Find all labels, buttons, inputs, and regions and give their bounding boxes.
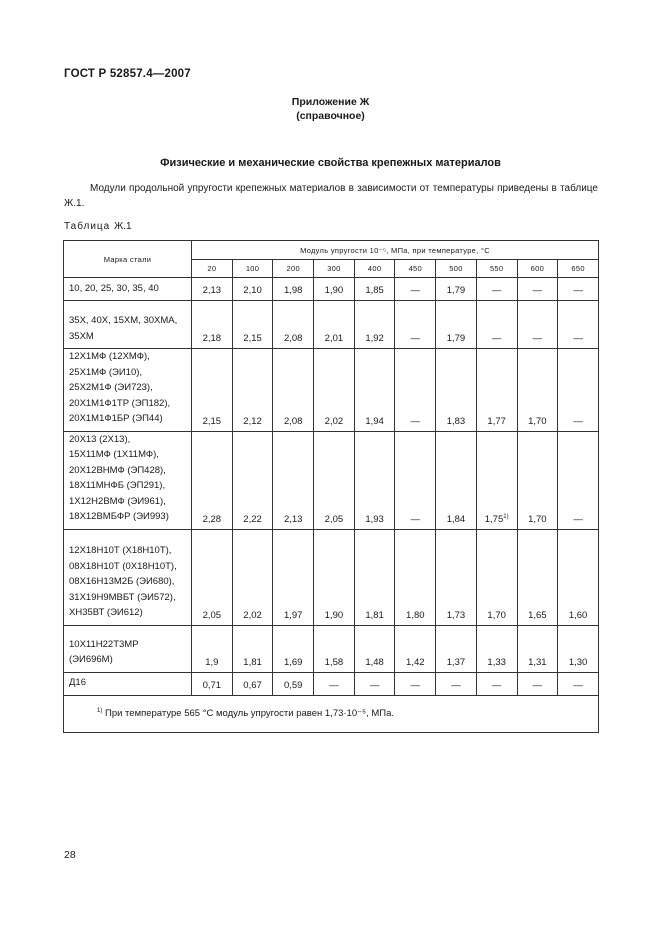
steel-grade-line: 10Х11Н22Т3МР — [69, 638, 139, 650]
modulus-value-cell — [476, 278, 517, 301]
modulus-value: — — [410, 415, 421, 427]
modulus-value: 1,69 — [283, 656, 303, 668]
modulus-value: 1,84 — [446, 513, 466, 525]
modulus-value-cell — [232, 349, 273, 432]
modulus-value: 1,30 — [568, 656, 588, 668]
modulus-value-cell — [517, 301, 558, 349]
modulus-value: 1,90 — [324, 609, 344, 621]
modulus-value: 1,70 — [528, 415, 547, 427]
steel-grade-line: 12Х18Н10Т (Х18Н10Т), — [69, 545, 172, 556]
modulus-value-cell — [436, 301, 477, 349]
modulus-value: 1,42 — [406, 656, 425, 668]
modulus-value-cell — [476, 349, 517, 432]
modulus-value-cell — [558, 278, 599, 301]
modulus-value-cell — [192, 278, 233, 301]
modulus-value: — — [410, 333, 421, 344]
modulus-value-cell — [354, 301, 395, 349]
table-row — [64, 349, 599, 432]
modulus-value-cell — [476, 672, 517, 695]
modulus-value-cell — [354, 625, 395, 672]
modulus-value: — — [532, 285, 543, 296]
intro-paragraph: Модули продольной упругости крепежных материалов в зависимости от температуры приведены в таблице Ж.1. — [64, 183, 598, 209]
temperature-header-cell: 100 — [232, 260, 273, 278]
modulus-value: — — [410, 285, 421, 296]
table-body — [64, 278, 599, 696]
section-title: Физические и механические свойства крепежных материалов — [160, 157, 501, 169]
steel-grade-line: 20Х12ВНМФ (ЭП428), — [69, 464, 166, 476]
temperature-header-cell: 550 — [476, 260, 517, 278]
temperature-header-cell: 300 — [314, 260, 355, 278]
modulus-value-cell — [354, 431, 395, 529]
modulus-value: 1,75 — [484, 513, 504, 525]
steel-grade-line: 12Х1МФ (12ХМФ), — [69, 351, 150, 362]
modulus-value: — — [491, 679, 502, 691]
steel-grade-cell — [64, 431, 192, 529]
modulus-value: 2,13 — [283, 513, 303, 525]
modulus-value: 2,02 — [243, 609, 262, 621]
modulus-value-cell — [436, 672, 477, 695]
modulus-value: 2,15 — [243, 333, 262, 344]
steel-grade-line: 25Х2М1Ф (ЭИ723), — [69, 382, 153, 393]
temperature-header-cell: 500 — [436, 260, 477, 278]
modulus-value-cell — [354, 349, 395, 432]
modulus-value-cell — [476, 431, 517, 529]
temperature-header-cell: 200 — [273, 260, 314, 278]
page-number: 28 — [64, 849, 76, 861]
modulus-value: 1,58 — [324, 656, 344, 668]
elasticity-table — [63, 240, 599, 733]
steel-grade-line: 20Х1М1Ф1БР (ЭП44) — [69, 413, 163, 424]
modulus-value: — — [410, 513, 421, 525]
modulus-value-cell — [558, 529, 599, 625]
modulus-value: 2,15 — [202, 415, 222, 427]
modulus-value-cell — [476, 301, 517, 349]
modulus-value-cell — [273, 431, 314, 529]
modulus-value: — — [491, 285, 502, 296]
modulus-value-cell — [436, 278, 477, 301]
modulus-value-cell — [395, 431, 436, 529]
modulus-value: — — [491, 333, 502, 344]
footnote-reference: 1) — [503, 513, 509, 520]
modulus-value-cell — [517, 431, 558, 529]
modulus-value-cell — [517, 672, 558, 695]
modulus-value: 1,81 — [365, 609, 384, 621]
modulus-value: — — [329, 679, 339, 691]
modulus-value: 1,98 — [283, 285, 303, 296]
modulus-value-cell — [232, 301, 273, 349]
steel-grade-line: 20Х13 (2Х13), — [69, 433, 131, 445]
modulus-value: 1,97 — [283, 609, 303, 621]
modulus-value: 2,10 — [243, 285, 262, 296]
footnote-text: При температуре 565 °С модуль упругости равен 1,73·10⁻⁵, МПа. — [104, 708, 395, 719]
modulus-value-cell — [476, 529, 517, 625]
appendix-subtitle: (справочное) — [296, 110, 365, 122]
modulus-value: 1,37 — [446, 656, 466, 668]
steel-grade-cell — [64, 625, 192, 672]
steel-grade-line: 25Х1МФ (ЭИ10), — [69, 366, 143, 378]
modulus-value-cell — [395, 278, 436, 301]
steel-grade-line: 18Х12ВМБФР (ЭИ993) — [69, 511, 169, 522]
modulus-value-cell — [273, 529, 314, 625]
table-caption — [64, 221, 132, 232]
modulus-value-cell — [517, 278, 558, 301]
modulus-value-cell — [192, 349, 233, 432]
modulus-value: 1,70 — [528, 513, 547, 525]
table-row — [64, 672, 599, 695]
table-caption-number: Ж.1 — [114, 221, 132, 232]
modulus-value-cell — [192, 672, 233, 695]
steel-grade-header: Марка стали — [64, 241, 192, 278]
modulus-value: 1,9 — [205, 656, 219, 668]
modulus-value-cell — [517, 625, 558, 672]
modulus-value: 1,31 — [528, 656, 547, 668]
modulus-value-cell — [354, 672, 395, 695]
modulus-value: 1,93 — [365, 513, 384, 525]
modulus-value: — — [369, 679, 380, 691]
modulus-value-cell — [192, 431, 233, 529]
modulus-value: 1,80 — [406, 609, 425, 621]
modulus-value: 1,70 — [487, 609, 506, 621]
document-code: ГОСТ Р 52857.4—2007 — [64, 68, 191, 80]
modulus-value-cell — [314, 301, 355, 349]
modulus-value-cell — [436, 529, 477, 625]
steel-grade-line: 31Х19Н9МВБТ (ЭИ572), — [69, 591, 176, 603]
footnote-mark: 1) — [97, 707, 103, 714]
steel-grade-line: ХН35ВТ (ЭИ612) — [69, 607, 143, 618]
modulus-value: 0,67 — [243, 679, 262, 691]
modulus-value: 1,83 — [446, 415, 466, 427]
steel-grade-line: (ЭИ696М) — [69, 654, 113, 665]
table-row — [64, 529, 599, 625]
temperature-header-cell: 20 — [192, 260, 233, 278]
appendix-title: Приложение Ж — [291, 96, 370, 108]
appendix-heading — [0, 95, 661, 123]
modulus-value: 2,28 — [202, 513, 222, 525]
modulus-value: 1,79 — [446, 285, 466, 296]
modulus-value-cell — [395, 625, 436, 672]
modulus-value: — — [532, 333, 543, 344]
modulus-value: 1,92 — [365, 333, 384, 344]
modulus-value: 2,02 — [324, 415, 344, 427]
modulus-value: 2,08 — [283, 415, 303, 427]
modulus-value: 2,18 — [202, 333, 222, 344]
modulus-value: 1,65 — [528, 609, 547, 621]
modulus-value-cell — [314, 529, 355, 625]
modulus-value-cell — [273, 278, 314, 301]
steel-grade-line: 20Х1М1Ф1ТР (ЭП182), — [69, 397, 171, 409]
modulus-value-cell — [273, 349, 314, 432]
table-caption-label: Таблица — [64, 221, 111, 232]
modulus-group-header: Модуль упругости 10⁻⁵, МПа, при температуре, °С — [192, 241, 599, 260]
modulus-value-cell — [273, 672, 314, 695]
modulus-value-cell — [395, 349, 436, 432]
modulus-value: 2,01 — [324, 333, 344, 344]
modulus-value-cell — [558, 349, 599, 432]
modulus-value-cell — [558, 625, 599, 672]
modulus-value-cell — [436, 431, 477, 529]
steel-grade-cell — [64, 349, 192, 432]
modulus-value-cell — [232, 672, 273, 695]
table-row — [64, 301, 599, 349]
steel-grade-line: 08Х18Н10Т (0Х18Н10Т), — [69, 560, 177, 572]
modulus-value: — — [573, 285, 583, 296]
modulus-value: — — [573, 513, 583, 525]
modulus-value: 1,60 — [568, 609, 588, 621]
steel-grade-line: 18Х11МНФБ (ЭП291), — [69, 480, 166, 491]
table-row — [64, 625, 599, 672]
modulus-value: 1,81 — [243, 656, 262, 668]
modulus-value: — — [532, 679, 543, 691]
modulus-value: 0,71 — [202, 679, 222, 691]
modulus-value-cell — [395, 529, 436, 625]
modulus-value-cell — [558, 672, 599, 695]
steel-grade-cell — [64, 278, 192, 301]
modulus-value-cell — [354, 529, 395, 625]
steel-grade-line: 35Х, 40Х, 15ХМ, 30ХМА, — [69, 315, 178, 326]
modulus-value: — — [410, 679, 421, 691]
modulus-value: 2,13 — [202, 285, 222, 296]
modulus-value-cell — [192, 529, 233, 625]
modulus-value: 2,12 — [243, 415, 262, 427]
modulus-value: — — [573, 415, 583, 427]
modulus-value: 1,94 — [365, 415, 384, 427]
temperature-header-cell: 400 — [354, 260, 395, 278]
steel-grade-line: 1Х12Н2ВМФ (ЭИ961), — [69, 495, 166, 507]
modulus-value-cell — [232, 278, 273, 301]
modulus-value: 2,08 — [283, 333, 303, 344]
modulus-value-cell — [232, 529, 273, 625]
modulus-value: 1,79 — [446, 333, 466, 344]
modulus-value-cell — [273, 301, 314, 349]
steel-grade-cell — [64, 301, 192, 349]
modulus-value-cell — [395, 672, 436, 695]
modulus-value-cell — [232, 431, 273, 529]
temperature-header-cell: 650 — [558, 260, 599, 278]
modulus-value: 2,05 — [324, 513, 344, 525]
temperature-header-cell: 600 — [517, 260, 558, 278]
modulus-value: 1,77 — [487, 415, 506, 427]
steel-grade-line: 10, 20, 25, 30, 35, 40 — [69, 282, 159, 294]
modulus-value-cell — [192, 625, 233, 672]
modulus-value-cell — [517, 349, 558, 432]
modulus-value: 1,33 — [487, 656, 506, 668]
modulus-value: 0,59 — [283, 679, 303, 691]
table-row — [64, 431, 599, 529]
steel-grade-cell — [64, 529, 192, 625]
modulus-value: 1,90 — [324, 285, 344, 296]
modulus-value: — — [451, 679, 461, 691]
steel-grade-line: 15Х11МФ (1Х11МФ), — [69, 449, 159, 460]
modulus-value-cell — [314, 672, 355, 695]
table-footnote — [64, 695, 599, 732]
modulus-value: 2,05 — [202, 609, 222, 621]
modulus-value: 1,48 — [365, 656, 384, 668]
modulus-value: 2,22 — [243, 513, 262, 525]
steel-grade-line: 35ХМ — [69, 330, 94, 342]
modulus-value-cell — [273, 625, 314, 672]
modulus-value: 1,73 — [446, 609, 466, 621]
modulus-value-cell — [232, 625, 273, 672]
modulus-value-cell — [436, 349, 477, 432]
steel-grade-line: 08Х16Н13М2Б (ЭИ680), — [69, 576, 175, 587]
modulus-value-cell — [314, 431, 355, 529]
modulus-value-cell — [436, 625, 477, 672]
modulus-value-cell — [192, 301, 233, 349]
modulus-value-cell — [395, 301, 436, 349]
modulus-value-cell — [314, 278, 355, 301]
temperature-header-cell: 450 — [395, 260, 436, 278]
modulus-value-cell — [558, 301, 599, 349]
steel-grade-line: Д16 — [69, 677, 87, 688]
modulus-value-cell — [354, 278, 395, 301]
modulus-value-cell — [476, 625, 517, 672]
table-row — [64, 278, 599, 301]
modulus-value-cell — [558, 431, 599, 529]
steel-grade-cell — [64, 672, 192, 695]
modulus-value-cell — [517, 529, 558, 625]
modulus-value: 1,85 — [365, 285, 384, 296]
modulus-value-cell — [314, 349, 355, 432]
modulus-value: — — [573, 333, 583, 344]
modulus-value-cell — [314, 625, 355, 672]
modulus-value: — — [573, 679, 583, 691]
